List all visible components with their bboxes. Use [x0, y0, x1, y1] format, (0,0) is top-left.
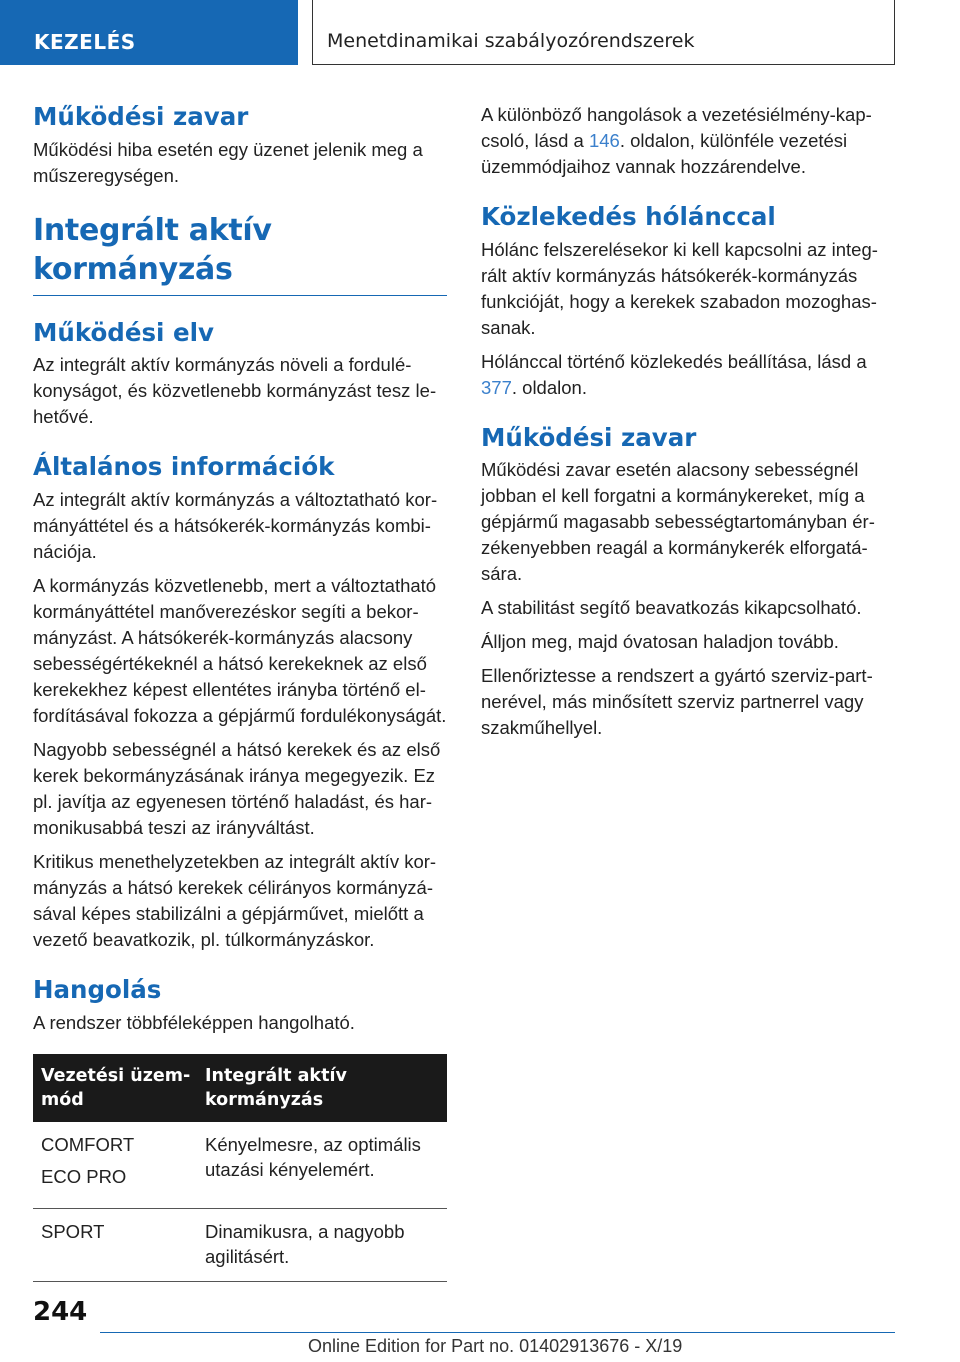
tuning-text-after: . oldalon, különféle vezetési üzemmódjaihoz vannak hozzárendelve. [481, 130, 848, 177]
principle-heading: Működési elv [33, 317, 214, 347]
page-number: 244 [33, 1297, 88, 1327]
general-heading: Általános információk [33, 452, 335, 482]
steering-malfunction-paragraph-4: Ellenőriztesse a rendszert a gyártó szerviz-partnerével, más minősített szerviz partnerrel vagy szakműhellyel. [481, 665, 873, 739]
main-title: Integrált aktív kormányzás [33, 211, 447, 296]
table-cell-desc: Kényelmesre, az optimális utazási kényelemért. [197, 1122, 447, 1209]
table-cell-mode [33, 1122, 197, 1209]
general-paragraph-3: Nagyobb sebességnél a hátsó kerekek és az első kerek bekormányzásának iránya megegyezik. Ez pl. javítja az egyenesen történő haladást, és harmonikusabbá teszi az irányváltást. [33, 738, 441, 838]
page-link-377[interactable]: 377 [481, 376, 512, 398]
snow-chain-paragraph-1: Hólánc felszerelésekor ki kell kapcsolni az integrált aktív kormányzás hátsókerék-kormányzás funkcióját, hogy a kerekek szabadon mozoghassanak. [481, 238, 878, 338]
steering-malfunction-paragraph-1: Működési zavar esetén alacsony sebességnél jobban el kell forgatni a kormánykereket, míg a gépjármű magasabb sebességtartományban érzékenyebben reagál a kormánykerék elforgatására. [481, 459, 875, 585]
snow-text-before: Hólánccal történő közlekedés beállítása, lásd a [481, 350, 867, 372]
tuning-table [33, 1054, 447, 1282]
page-link-146[interactable]: 146 [588, 130, 620, 151]
tuning-text-before: A különböző hangolások a vezetésiélmény-kapcsoló, lásd a [481, 104, 872, 151]
general-paragraph-4: Kritikus menethelyzetekben az integrált aktív kormányzás a hátsó kerekek célirányos kormányzásával képes stabilizálni a gépjárművet, mielőtt a vezető beavatkozik, pl. túlkormányzáskor. [33, 850, 437, 950]
mode-sport: SPORT [33, 1208, 197, 1281]
tuning-continuation [481, 102, 885, 180]
steering-malfunction-paragraph-3: Álljon meg, majd óvatosan haladjon tovább. [481, 631, 839, 653]
tuning-text: A rendszer többféleképpen hangolható. [33, 1011, 355, 1033]
snow-chain-heading: Közlekedés hólánccal [481, 202, 776, 231]
footer-rule [100, 1332, 895, 1333]
section-tab: KEZELÉS [0, 0, 298, 65]
table-cell-desc: Dinamikusra, a nagyobb agilitásért. [197, 1208, 447, 1281]
table-row [33, 1122, 447, 1209]
steering-malfunction-heading: Működési zavar [481, 422, 697, 452]
mode-comfort: COMFORT [41, 1133, 135, 1155]
table-header-mode: Vezetési üzemmód [33, 1054, 197, 1122]
steering-malfunction-paragraph-2: A stabilitást segítő beavatkozás kikapcsolható. [481, 597, 862, 619]
edition-note: Online Edition for Part no. 01402913676 - X/19 [308, 1336, 683, 1356]
table-header-row [33, 1054, 447, 1122]
snow-text-after: . oldalon. [511, 376, 587, 398]
principle-text: Az integrált aktív kormányzás növeli a fordulékonyságot, és közvetlenebb kormányzást tesz lehetővé. [33, 354, 437, 428]
mode-eco-pro: ECO PRO [41, 1165, 127, 1187]
table-header-steering: Integrált aktív kormányzás [197, 1054, 447, 1122]
general-paragraph-1: Az integrált aktív kormányzás a változtatható kormányáttétel és a hátsókerék-kormányzás kombinációja. [33, 488, 438, 562]
right-column [481, 102, 885, 749]
malfunction-heading: Működési zavar [33, 102, 249, 131]
chapter-title: Menetdinamikai szabályozórendszerek [312, 0, 895, 65]
tuning-heading: Hangolás [33, 974, 162, 1004]
table-row [33, 1208, 447, 1281]
snow-chain-paragraph-2 [481, 349, 885, 401]
general-paragraph-2: A kormányzás közvetlenebb, mert a változtatható kormányáttétel manőverezéskor segíti a bekormányzást. A hátsókerék-kormányzás alacsony sebességértékeknél a hátsó kerekeknek az első kerekekhez képest ellentétes irányba történő elfordításával fokozza a gépjármű fordulékonyságát. [33, 574, 447, 726]
left-column [33, 102, 447, 1282]
malfunction-text: Működési hiba esetén egy üzenet jelenik meg a műszeregységen. [33, 138, 423, 186]
